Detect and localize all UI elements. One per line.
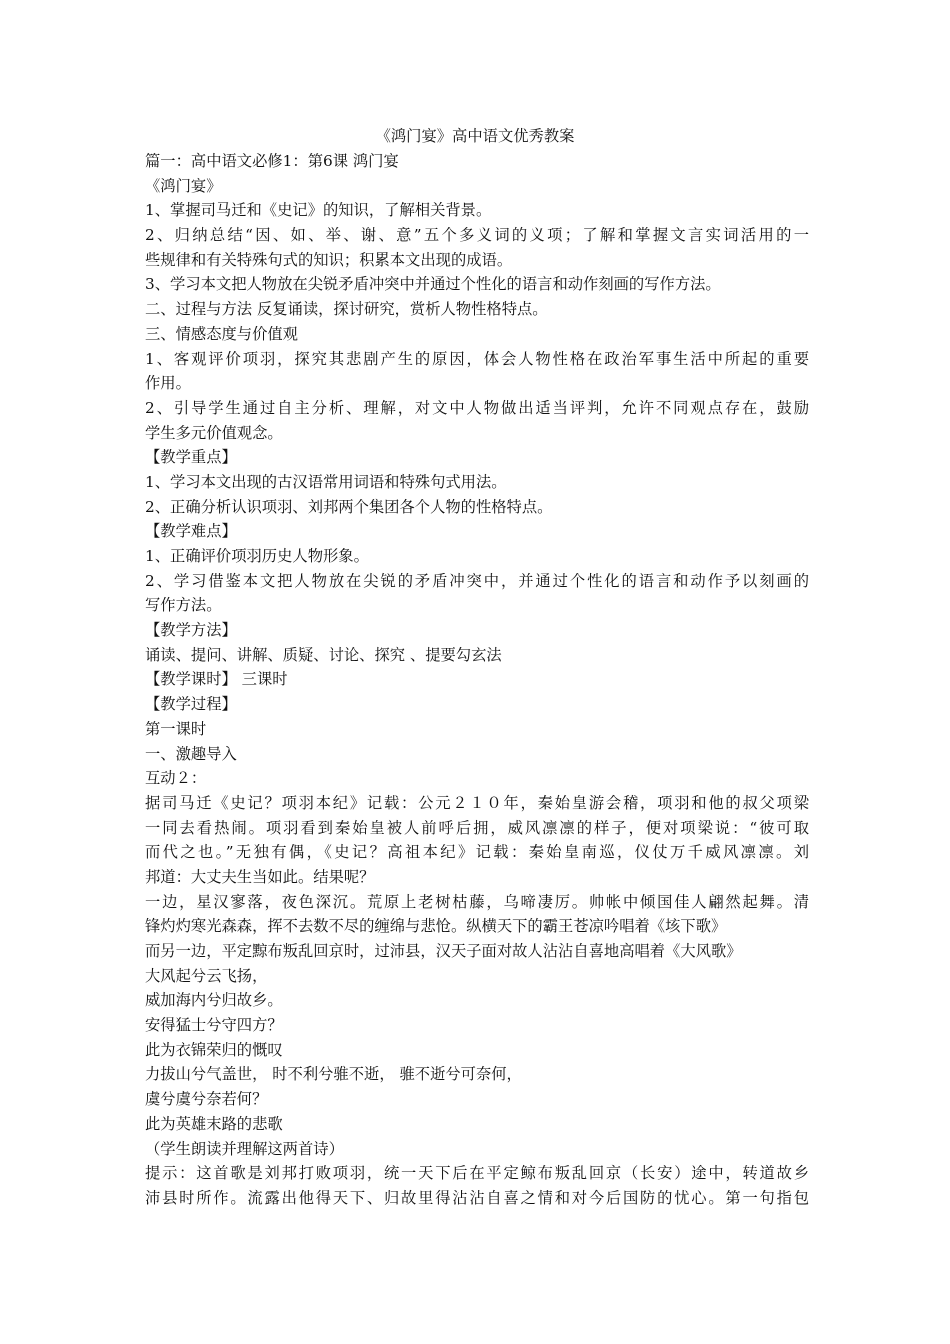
text-line: 一边，星汉寥落，夜色深沉。荒原上老树枯藤，乌啼凄厉。帅帐中倾国佳人翩然起舞。清 xyxy=(145,892,809,911)
text-line: 《鸿门宴》 xyxy=(145,176,222,195)
text-line: 此为衣锦荣归的慨叹 xyxy=(145,1040,283,1059)
text-line: 互动２： xyxy=(145,769,207,788)
text-line: 安得猛士兮守四方？ xyxy=(145,1016,283,1035)
text-line: 3、学习本文把人物放在尖锐矛盾冲突中并通过个性化的语言和动作刻画的写作方法。 xyxy=(145,275,721,294)
text-line: 力拔山兮气盖世， 时不利兮骓不逝， 骓不逝兮可奈何， xyxy=(145,1065,522,1084)
text-line: 2、学习借鉴本文把人物放在尖锐的矛盾冲突中，并通过个性化的语言和动作予以刻画的 xyxy=(145,571,809,590)
text-line: 【教学过程】 xyxy=(145,695,237,714)
text-line: 些规律和有关特殊句式的知识；积累本文出现的成语。 xyxy=(145,250,513,269)
text-line: 【教学课时】 三课时 xyxy=(145,670,288,689)
text-line: 沛县时所作。流露出他得天下、归故里得沾沾自喜之情和对今后国防的忧心。第一句指包 xyxy=(145,1188,809,1207)
text-line: 【教学重点】 xyxy=(145,448,237,467)
text-line: 据司马迁《史记？项羽本纪》记载：公元２１０年，秦始皇游会稽，项羽和他的叔父项梁 xyxy=(145,793,809,812)
text-line: 邦道：大丈夫生当如此。结果呢？ xyxy=(145,867,375,886)
text-line: 二、过程与方法 反复诵读，探讨研究，赏析人物性格特点。 xyxy=(145,300,548,319)
document-title: 《鸿门宴》高中语文优秀教案 xyxy=(375,127,575,145)
text-line: 2、归纳总结“因、如、举、谢、意”五个多义词的义项；了解和掌握文言实词活用的一 xyxy=(145,226,809,245)
text-line: 【教学方法】 xyxy=(145,621,237,640)
text-line: 一同去看热闹。项羽看到秦始皇被人前呼后拥，威风凛凛的样子，便对项梁说：“彼可取 xyxy=(145,818,809,837)
text-line: 1、学习本文出现的古汉语常用词语和特殊句式用法。 xyxy=(145,472,507,491)
text-line: 2、引导学生通过自主分析、理解，对文中人物做出适当评判，允许不同观点存在，鼓励 xyxy=(145,398,809,417)
text-line: 虞兮虞兮奈若何？ xyxy=(145,1090,268,1109)
text-line: 威加海内兮归故乡。 xyxy=(145,991,283,1010)
document-body xyxy=(145,149,809,1211)
text-line: 第一课时 xyxy=(145,719,207,738)
text-line: 【教学难点】 xyxy=(145,522,237,541)
text-line: 一、激趣导入 xyxy=(145,744,237,763)
text-line: 篇一：高中语文必修1：第6课 鸿门宴 xyxy=(145,152,399,170)
text-line: 写作方法。 xyxy=(145,596,222,615)
text-line: （学生朗读并理解这两首诗） xyxy=(145,1139,344,1158)
text-line: 此为英雄末路的悲歌 xyxy=(145,1114,283,1133)
text-line: 而代之也。”无独有偶，《史记？高祖本纪》记载：秦始皇南巡，仪仗万千威风凛凛。刘 xyxy=(145,843,809,862)
text-line: 三、情感态度与价值观 xyxy=(145,324,298,343)
text-line: 作用。 xyxy=(145,374,191,393)
text-line: 1、正确评价项羽历史人物形象。 xyxy=(145,547,369,565)
text-line: 大风起兮云飞扬， xyxy=(145,966,268,985)
text-line: 锋灼灼寒光森森，挥不去数不尽的缠绵与悲怆。纵横天下的霸王苍凉吟唱着《垓下歌》 xyxy=(145,917,727,936)
text-line: 2、正确分析认识项羽、刘邦两个集团各个人物的性格特点。 xyxy=(145,497,553,516)
text-line: 诵读、提问、讲解、质疑、讨论、探究 、提要勾玄法 xyxy=(145,645,502,664)
text-line: 而另一边，平定黥布叛乱回京时，过沛县，汉天子面对故人沾沾自喜地高唱着《大风歌》 xyxy=(145,942,742,960)
text-line: 1、客观评价项羽，探究其悲剧产生的原因，体会人物性格在政治军事生活中所起的重要 xyxy=(145,349,809,368)
text-line: 提示：这首歌是刘邦打败项羽，统一天下后在平定鲸布叛乱回京（长安）途中，转道故乡 xyxy=(145,1164,809,1183)
text-line: 学生多元价值观念。 xyxy=(145,423,283,442)
text-line: 1、掌握司马迁和《史记》的知识，了解相关背景。 xyxy=(145,201,492,220)
